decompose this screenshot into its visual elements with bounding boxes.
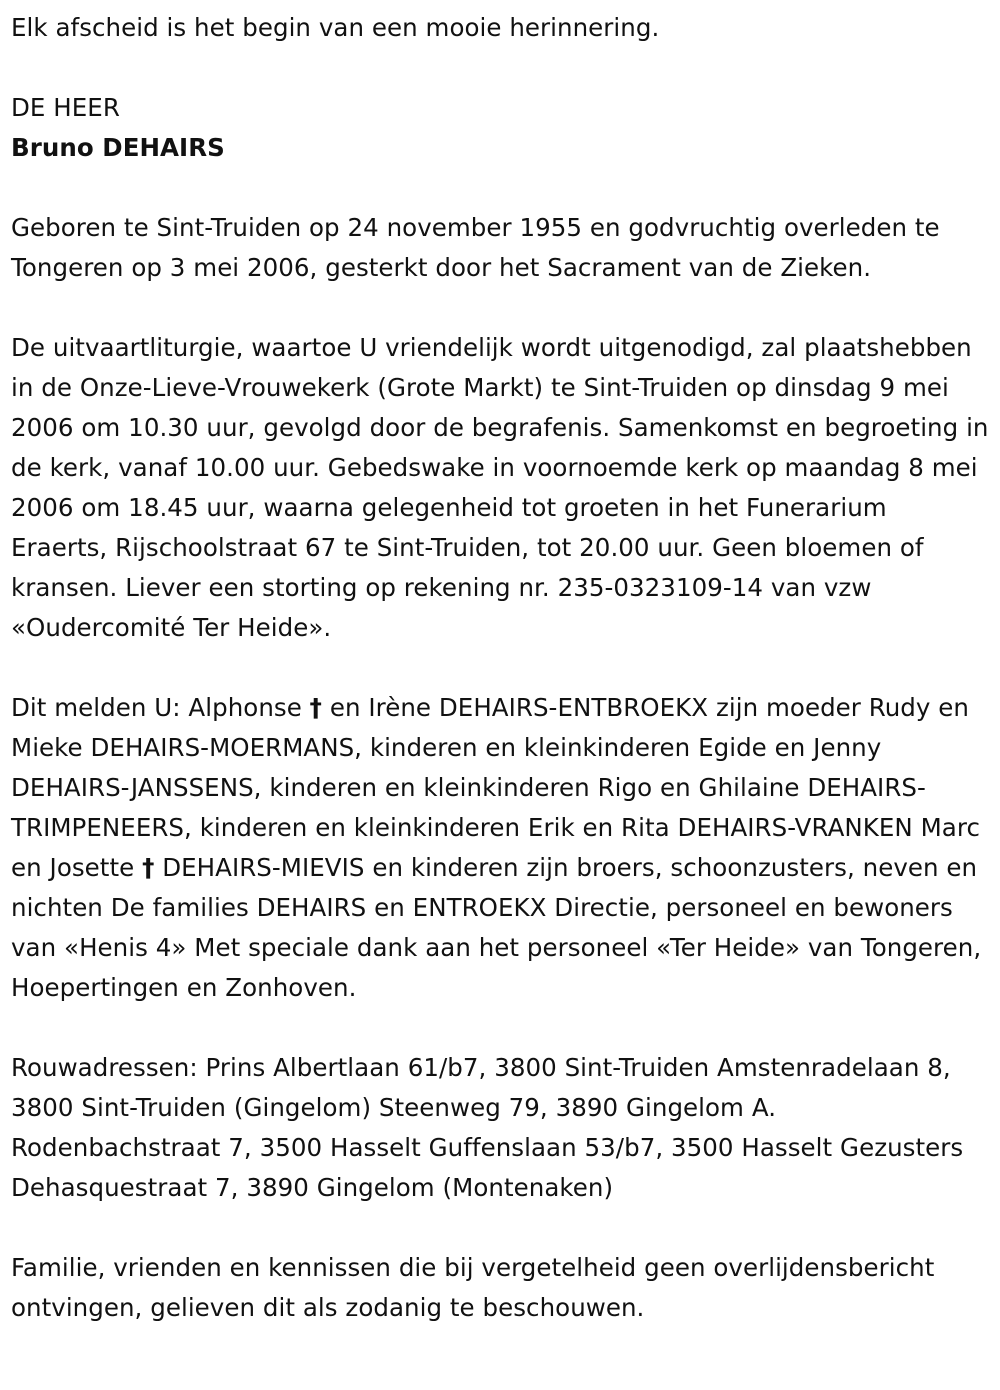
birth-death-paragraph: Geboren te Sint-Truiden op 24 november 1955 en godvruchtig overleden te Tongeren op 3 mei 2006, gesterkt door het Sacrament van de Zieken.	[11, 213, 940, 282]
announcers-text-3: DEHAIRS-MIEVIS en kinderen zijn broers, schoonzusters, neven en nichten De families DEHAIRS en ENTROEKX Directie, personeel en bewoners van «Henis 4» Met speciale dank aan het personeel «Ter Heide» van Tongeren, Hoepertingen en Zonhoven.	[11, 853, 982, 1002]
announcers-text-2: en Irène DEHAIRS-ENTBROEKX zijn moeder Rudy en Mieke DEHAIRS-MOERMANS, kinderen en kleinkinderen Egide en Jenny DEHAIRS-JANSSENS, kinderen en kleinkinderen Rigo en Ghilaine DEHAIRS-TRIMPENEERS, kinderen en kleinkinderen Erik en Rita DEHAIRS-VRANKEN Marc en Josette	[11, 693, 980, 882]
deceased-name: Bruno DEHAIRS	[11, 133, 225, 162]
cross-icon: †	[142, 853, 155, 882]
cross-icon: †	[309, 693, 322, 722]
ceremony-paragraph: De uitvaartliturgie, waartoe U vriendelijk wordt uitgenodigd, zal plaatshebben in de Onze-Lieve-Vrouwekerk (Grote Markt) te Sint-Truiden op dinsdag 9 mei 2006 om 10.30 uur, gevolgd door de begrafenis. Samenkomst en begroeting in de kerk, vanaf 10.00 uur. Gebedswake in voornoemde kerk op maandag 8 mei 2006 om 18.45 uur, waarna gelegenheid tot groeten in het Funerarium Eraerts, Rijschoolstraat 67 te Sint-Truiden, tot 20.00 uur. Geen bloemen of kransen. Liever een storting op rekening nr. 235-0323109-14 van vzw «Oudercomité Ter Heide».	[11, 333, 989, 642]
closing-paragraph: Familie, vrienden en kennissen die bij vergetelheid geen overlijdensbericht ontvingen, gelieven dit als zodanig te beschouwen.	[11, 1253, 935, 1322]
title-prefix: DE HEER	[11, 93, 120, 122]
addresses-paragraph: Rouwadressen: Prins Albertlaan 61/b7, 3800 Sint-Truiden Amstenradelaan 8, 3800 Sint-Truiden (Gingelom) Steenweg 79, 3890 Gingelom A. Rodenbachstraat 7, 3500 Hasselt Guffenslaan 53/b7, 3500 Hasselt Gezusters Dehasquestraat 7, 3890 Gingelom (Montenaken)	[11, 1053, 964, 1202]
announcers-paragraph	[11, 688, 990, 1008]
motto: Elk afscheid is het begin van een mooie herinnering.	[11, 13, 660, 42]
announcers-text-1: Dit melden U: Alphonse	[11, 693, 310, 722]
